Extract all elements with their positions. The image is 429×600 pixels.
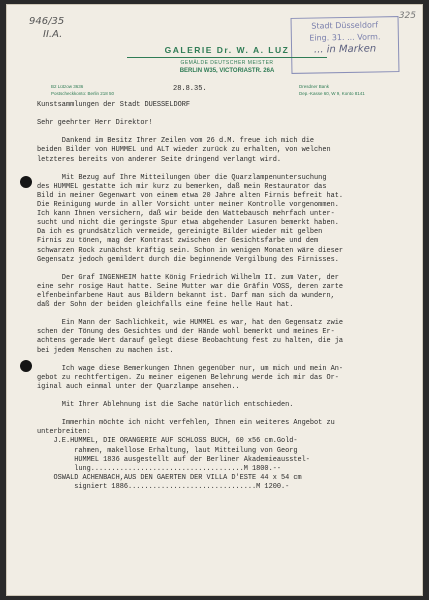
letter-body [37, 101, 419, 492]
punch-hole-lower [20, 360, 32, 372]
letterhead-contact [51, 83, 114, 97]
archive-section: II.A. [43, 29, 63, 40]
body-line: achtens gerade Wert darauf gelegt diese Beobachtung fest zu halten, die ja [37, 337, 343, 346]
body-line: schwarzen Rock zunächst kräftig sein. Schon in wenigen Monaten wäre dieser [37, 246, 343, 255]
letterhead-name: GALERIE Dr. W. A. LUZ [164, 45, 290, 55]
letterhead-address: BERLIN W35, VICTORIASTR. 26A [179, 68, 275, 74]
letterhead-bank-account: Dep.-Kasse 60, W 9, Konto 8141 [299, 91, 365, 96]
stamp-signature: ... in Marken [313, 43, 377, 56]
body-line: Sehr geehrter Herr Direktor! [37, 119, 153, 128]
letterhead-rule [127, 57, 327, 58]
body-line: Bild in meiner Gegenwart von einem etwa 20 Jahre alten Firnis befreit hat. [37, 191, 343, 200]
letterhead-postal-account: Postscheckkonto: Berlin 218 50 [51, 91, 115, 96]
letterhead-subtitle: GEMÄLDE DEUTSCHER MEISTER [180, 60, 274, 66]
body-line: letzteres bereits von anderer Seite dringend verlangt wird. [37, 155, 281, 164]
letter-date: 28.8.35. [173, 85, 207, 93]
letterhead-bank [299, 83, 365, 97]
body-line [37, 165, 419, 174]
body-line: elfenbeinfarbene Haut aus Bildern bekannt ist. Darf man sich da wundern, [37, 291, 335, 300]
body-line: bei jedem Menschen zu machen ist. [37, 346, 174, 355]
body-line: iginal auch einmal unter der Quarzlampe ansehen.. [37, 382, 240, 391]
body-line [37, 110, 419, 119]
body-line: HUMMEL 1836 ausgestellt auf der Berliner Akademieausstel- [37, 455, 310, 464]
body-line: rahmen, makellose Erhaltung, laut Mitteilung von Georg [37, 446, 298, 455]
body-line [37, 310, 419, 319]
stamp-line-1: Stadt Düsseldorf [311, 20, 379, 31]
archive-number: 946/35 [29, 16, 65, 27]
body-line [37, 128, 419, 137]
body-line [37, 356, 419, 365]
body-line: Ein Mann der Sachlichkeit, wie HUMMEL es war, hat den Gegensatz zwie [37, 319, 343, 328]
body-line: Dankend im Besitz Ihrer Zeilen vom 26 d.M. freue ich mich die [37, 137, 315, 146]
body-line: gebot zu rechtfertigen. Zu meiner eigenen Belehrung werde ich mir das Or- [37, 373, 339, 382]
body-line: unterbreiten: [37, 428, 91, 437]
letterhead-bank-name: Dresdner Bank [299, 84, 330, 89]
body-line: Die Reinigung wurde in aller Vorsicht unter meiner Kontrolle vorgenommen. [37, 201, 339, 210]
stamp-line-2: Eing. 31. ... Vorm. [309, 32, 381, 43]
body-line: daß der Sohn der beiden gleichfalls eine feine helle Haut hat. [37, 301, 294, 310]
punch-hole-upper [20, 176, 32, 188]
body-line: schen der Tönung des Gesichtes und der Hände wohl bemerkt und meines Er- [37, 328, 335, 337]
letterhead-phone: B2 Lützow 3636 [51, 84, 84, 89]
body-line: des HUMMEL gestatte ich mir kurz zu bemerken, daß mein Restaurator das [37, 182, 327, 191]
archive-note [29, 15, 64, 41]
page-number: 325 [398, 11, 416, 21]
body-line: Immerhin möchte ich nicht verfehlen, Ihnen ein weiteres Angebot zu [37, 419, 335, 428]
body-line: J.E.HUMMEL, DIE ORANGERIE AUF SCHLOSS BUCH, 60 x56 cm.Gold- [37, 437, 298, 446]
body-line: Da ich es grundsätzlich vermeide, gereinigte Bilder wieder mit gelben [37, 228, 323, 237]
receipt-stamp [291, 16, 400, 74]
body-line: Mit Ihrer Ablehnung ist die Sache natürlich entschieden. [37, 401, 294, 410]
body-line: Firnis zu tönen, mag der Kontrast zwischen der Gesichtsfarbe und dem [37, 237, 319, 246]
body-line: OSWALD ACHENBACH,AUS DEN GAERTEN DER VILLA D'ESTE 44 x 54 cm [37, 473, 302, 482]
body-line: Ich wage diese Bemerkungen Ihnen gegenüber nur, um mich und mein An- [37, 364, 343, 373]
letter-page [6, 4, 423, 596]
body-line [37, 410, 419, 419]
body-line: sucht und nicht die geringste Spur etwa abgehender Lasuren bemerkt haben. [37, 219, 339, 228]
body-line: Der Graf INGENHEIM hatte König Friedrich Wilhelm II. zum Vater, der [37, 273, 339, 282]
body-line: Gegensatz jedoch gemildert durch die beginnende Vergilbung des Firnisses. [37, 255, 339, 264]
body-line [37, 265, 419, 274]
body-line: Mit Bezug auf Ihre Mitteilungen über die Quarzlampenuntersuchung [37, 173, 327, 182]
body-line: Kunstsammlungen der Stadt DUESSELDORF [37, 101, 190, 109]
body-line [37, 392, 419, 401]
body-line: signiert 1886...............................M 1200.- [37, 482, 290, 491]
body-line: beiden Bilder von HUMMEL und ALT wieder zurück zu erhalten, von welchen [37, 146, 331, 155]
body-line: eine sehr rosige Haut hatte. Seine Mutter war die Gräfin VOSS, deren zarte [37, 282, 343, 291]
body-line: Ich kann Ihnen versichern, daß wir beide den Wattebausch mehrfach unter- [37, 210, 335, 219]
body-line: lung.....................................M 1800.-- [37, 464, 281, 473]
